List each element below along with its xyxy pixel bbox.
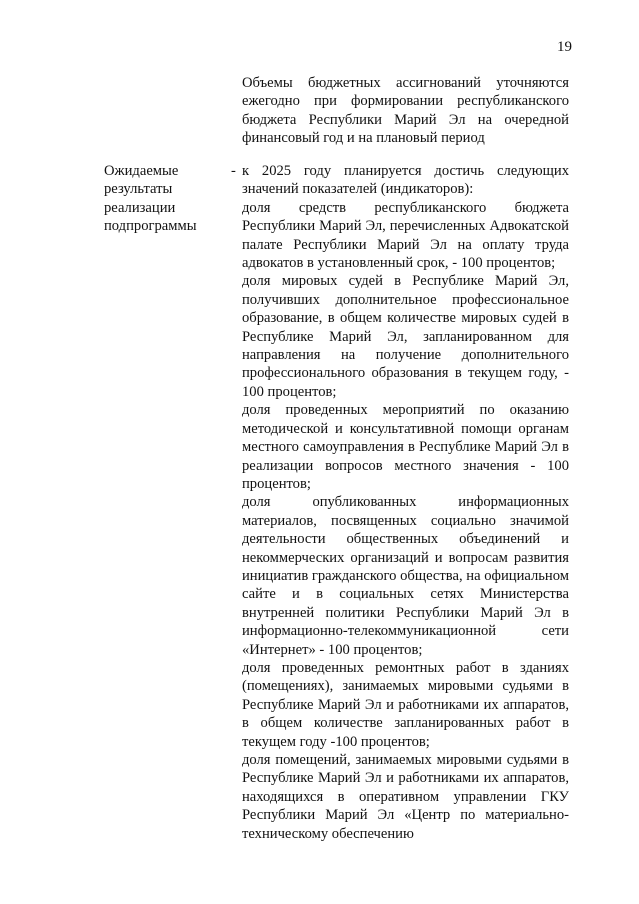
section-label-line: реализации [104,199,176,216]
page-number: 19 [557,39,572,55]
indicator-paragraph: доля помещений, занимаемых мировыми судьями в Республике Марий Эл и работниками их аппаратов, находящихся в оперативном управлении ГКУ Республики Марий Эл «Центр по материально-техническому обеспечению [242,752,569,842]
indicator-paragraph: доля проведенных ремонтных работ в зданиях (помещениях), занимаемых мировыми судьями в Республике Марий Эл и работниками их аппаратов, в общем количестве запланированных работ в текущем году -100 процентов; [242,659,569,750]
indicator-paragraph: доля проведенных мероприятий по оказанию методической и консультативной помощи органам местного самоуправления в Республике Марий Эл в реализации вопросов местного значения - 100 процентов; [242,402,569,492]
section-label [104,162,214,236]
budget-note-text: Объемы бюджетных ассигнований уточняются ежегодно при формировании республиканского бюджета Республики Марий Эл на очередной финансовый год и на плановый период [242,75,569,147]
indicator-paragraph: доля опубликованных информационных материалов, посвященных социально значимой деятельности общественных объединений и некоммерческих организаций и вопросам развития инициатив гражданского общества, на официальном сайте и в социальных сетях Министерства внутренней политики Республики Марий Эл в информационно-телекоммуникационной сети «Интернет» - 100 процентов; [242,494,569,658]
section-label-line: Ожидаемые [104,163,179,179]
indicator-paragraph: доля средств республиканского бюджета Республики Марий Эл, перечисленных Адвокатской палате Республики Марий Эл на оплату труда адвокатов в установленный срок, - 100 процентов; [242,199,569,272]
results-intro: к 2025 году планируется достичь следующих значений показателей (индикаторов): [242,163,569,198]
separator-dash: - [231,163,236,179]
indicator-paragraph: доля мировых судей в Республике Марий Эл, получивших дополнительное профессиональное образование, в общем количестве мировых судей в Республике Марий Эл, запланированном для направления на получение дополнительного профессионального образования в текущем году, - 100 процентов; [242,273,569,400]
budget-note [242,74,569,148]
expected-results [242,162,569,843]
section-label-line: результаты [104,181,173,198]
section-label-line: подпрограммы [104,218,197,235]
